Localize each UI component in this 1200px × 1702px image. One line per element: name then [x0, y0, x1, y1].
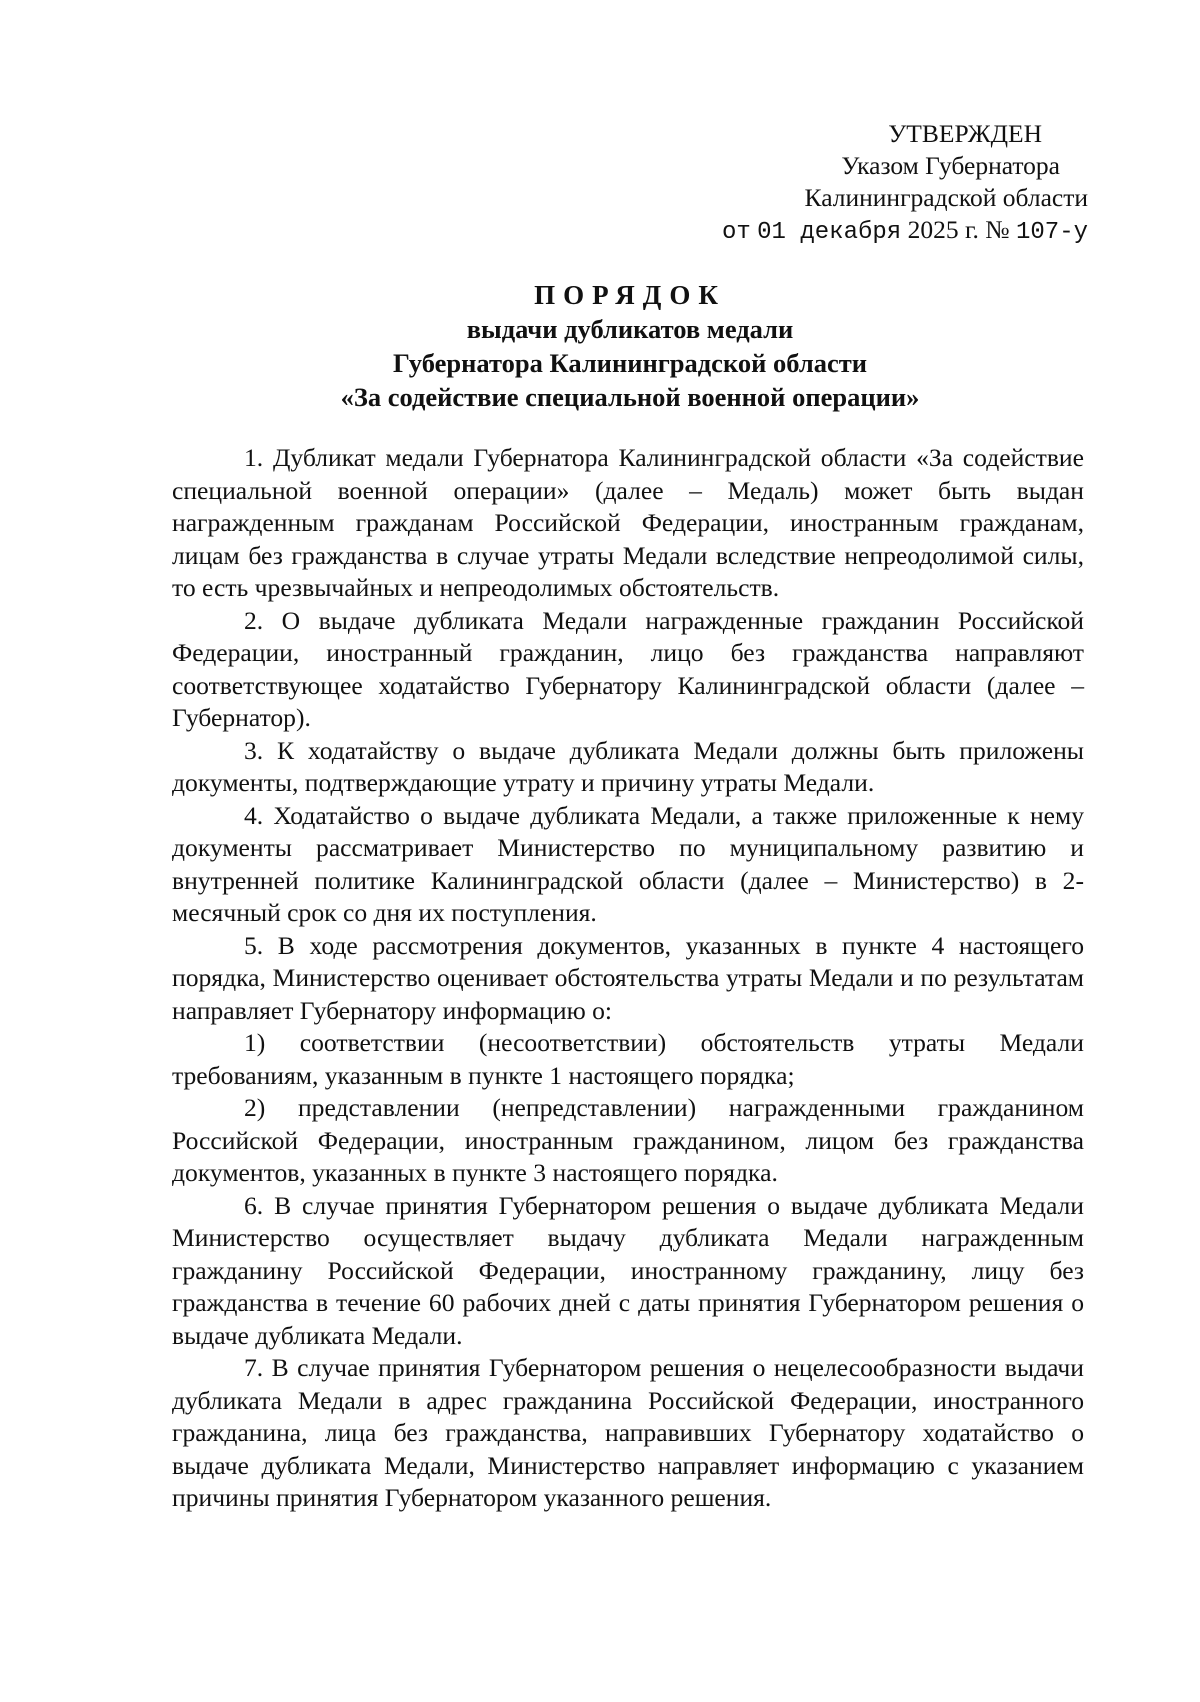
document-title: [170, 278, 1090, 414]
number-handwritten: 107-у: [1015, 219, 1088, 246]
date-prefix: от: [721, 219, 751, 246]
document-body: [172, 442, 1084, 1515]
paragraph-7: 7. В случае принятия Губернатором решения о нецелесообразности выдачи дубликата Медали в адрес гражданина Российской Федерации, иностранного гражданина, лица без гражданства, направивших Губернатору ходатайство о выдаче дубликата Медали, Министерство направляет информацию с указанием причины принятия Губернатором указанного решения.: [172, 1353, 1084, 1512]
paragraph-1: 1. Дубликат медали Губернатора Калининградской области «За содействие специальной военной операции» (далее – Медаль) может быть выдан награжденным гражданам Российской Федерации, иностранным гражданам, лицам без гражданства в случае утраты Медали вследствие непреодолимой силы, то есть чрезвычайных и непреодолимых обстоятельств.: [172, 443, 1084, 602]
title-main: ПОРЯДОК: [534, 280, 726, 310]
paragraph-2: 2. О выдаче дубликата Медали награжденные гражданин Российской Федерации, иностранный гражданин, лицо без гражданства направляют соответствующее ходатайство Губернатору Калининградской области (далее – Губернатор).: [172, 605, 1084, 732]
paragraph-3: 3. К ходатайству о выдаче дубликата Медали должны быть приложены документы, подтверждающие утрату и причину утраты Медали.: [172, 735, 1084, 797]
paragraph-4: 4. Ходатайство о выдаче дубликата Медали, а также приложенные к нему документы рассматривает Министерство по муниципальному развитию и внутренней политике Калининградской области (далее – Министерство) в 2-месячный срок со дня их поступления.: [172, 800, 1084, 927]
paragraph-5-item-2: 2) представлении (непредставлении) награжденными гражданином Российской Федерации, иностранным гражданином, лицом без гражданства документов, указанных в пункте 3 настоящего порядка.: [172, 1093, 1084, 1187]
approval-stamp-block: [628, 118, 1088, 249]
approval-date-line: [628, 214, 1088, 249]
approved-heading: УТВЕРЖДЕН: [888, 119, 1042, 148]
approved-region: Калининградской области: [804, 183, 1088, 212]
title-line-3: «За содействие специальной военной операции»: [340, 382, 920, 412]
year-and-number-label: 2025 г. №: [907, 215, 1010, 244]
paragraph-6: 6. В случае принятия Губернатором решения о выдаче дубликата Медали Министерство осуществляет выдачу дубликата Медали награжденным гражданину Российской Федерации, иностранному гражданину, лицу без гражданства в течение 60 рабочих дней с даты принятия Губернатором решения о выдаче дубликата Медали.: [172, 1190, 1084, 1350]
approved-by: Указом Губернатора: [841, 151, 1060, 180]
paragraph-5-item-1: 1) соответствии (несоответствии) обстоятельств утраты Медали требованиям, указанным в пункте 1 настоящего порядка;: [172, 1028, 1084, 1090]
date-handwritten: 01 декабря: [757, 219, 902, 246]
paragraph-5: 5. В ходе рассмотрения документов, указанных в пункте 4 настоящего порядка, Министерство оценивает обстоятельства утраты Медали и по результатам направляет Губернатору информацию о:: [172, 930, 1084, 1025]
title-line-2: Губернатора Калининградской области: [392, 348, 868, 378]
title-line-1: выдачи дубликатов медали: [466, 314, 794, 344]
